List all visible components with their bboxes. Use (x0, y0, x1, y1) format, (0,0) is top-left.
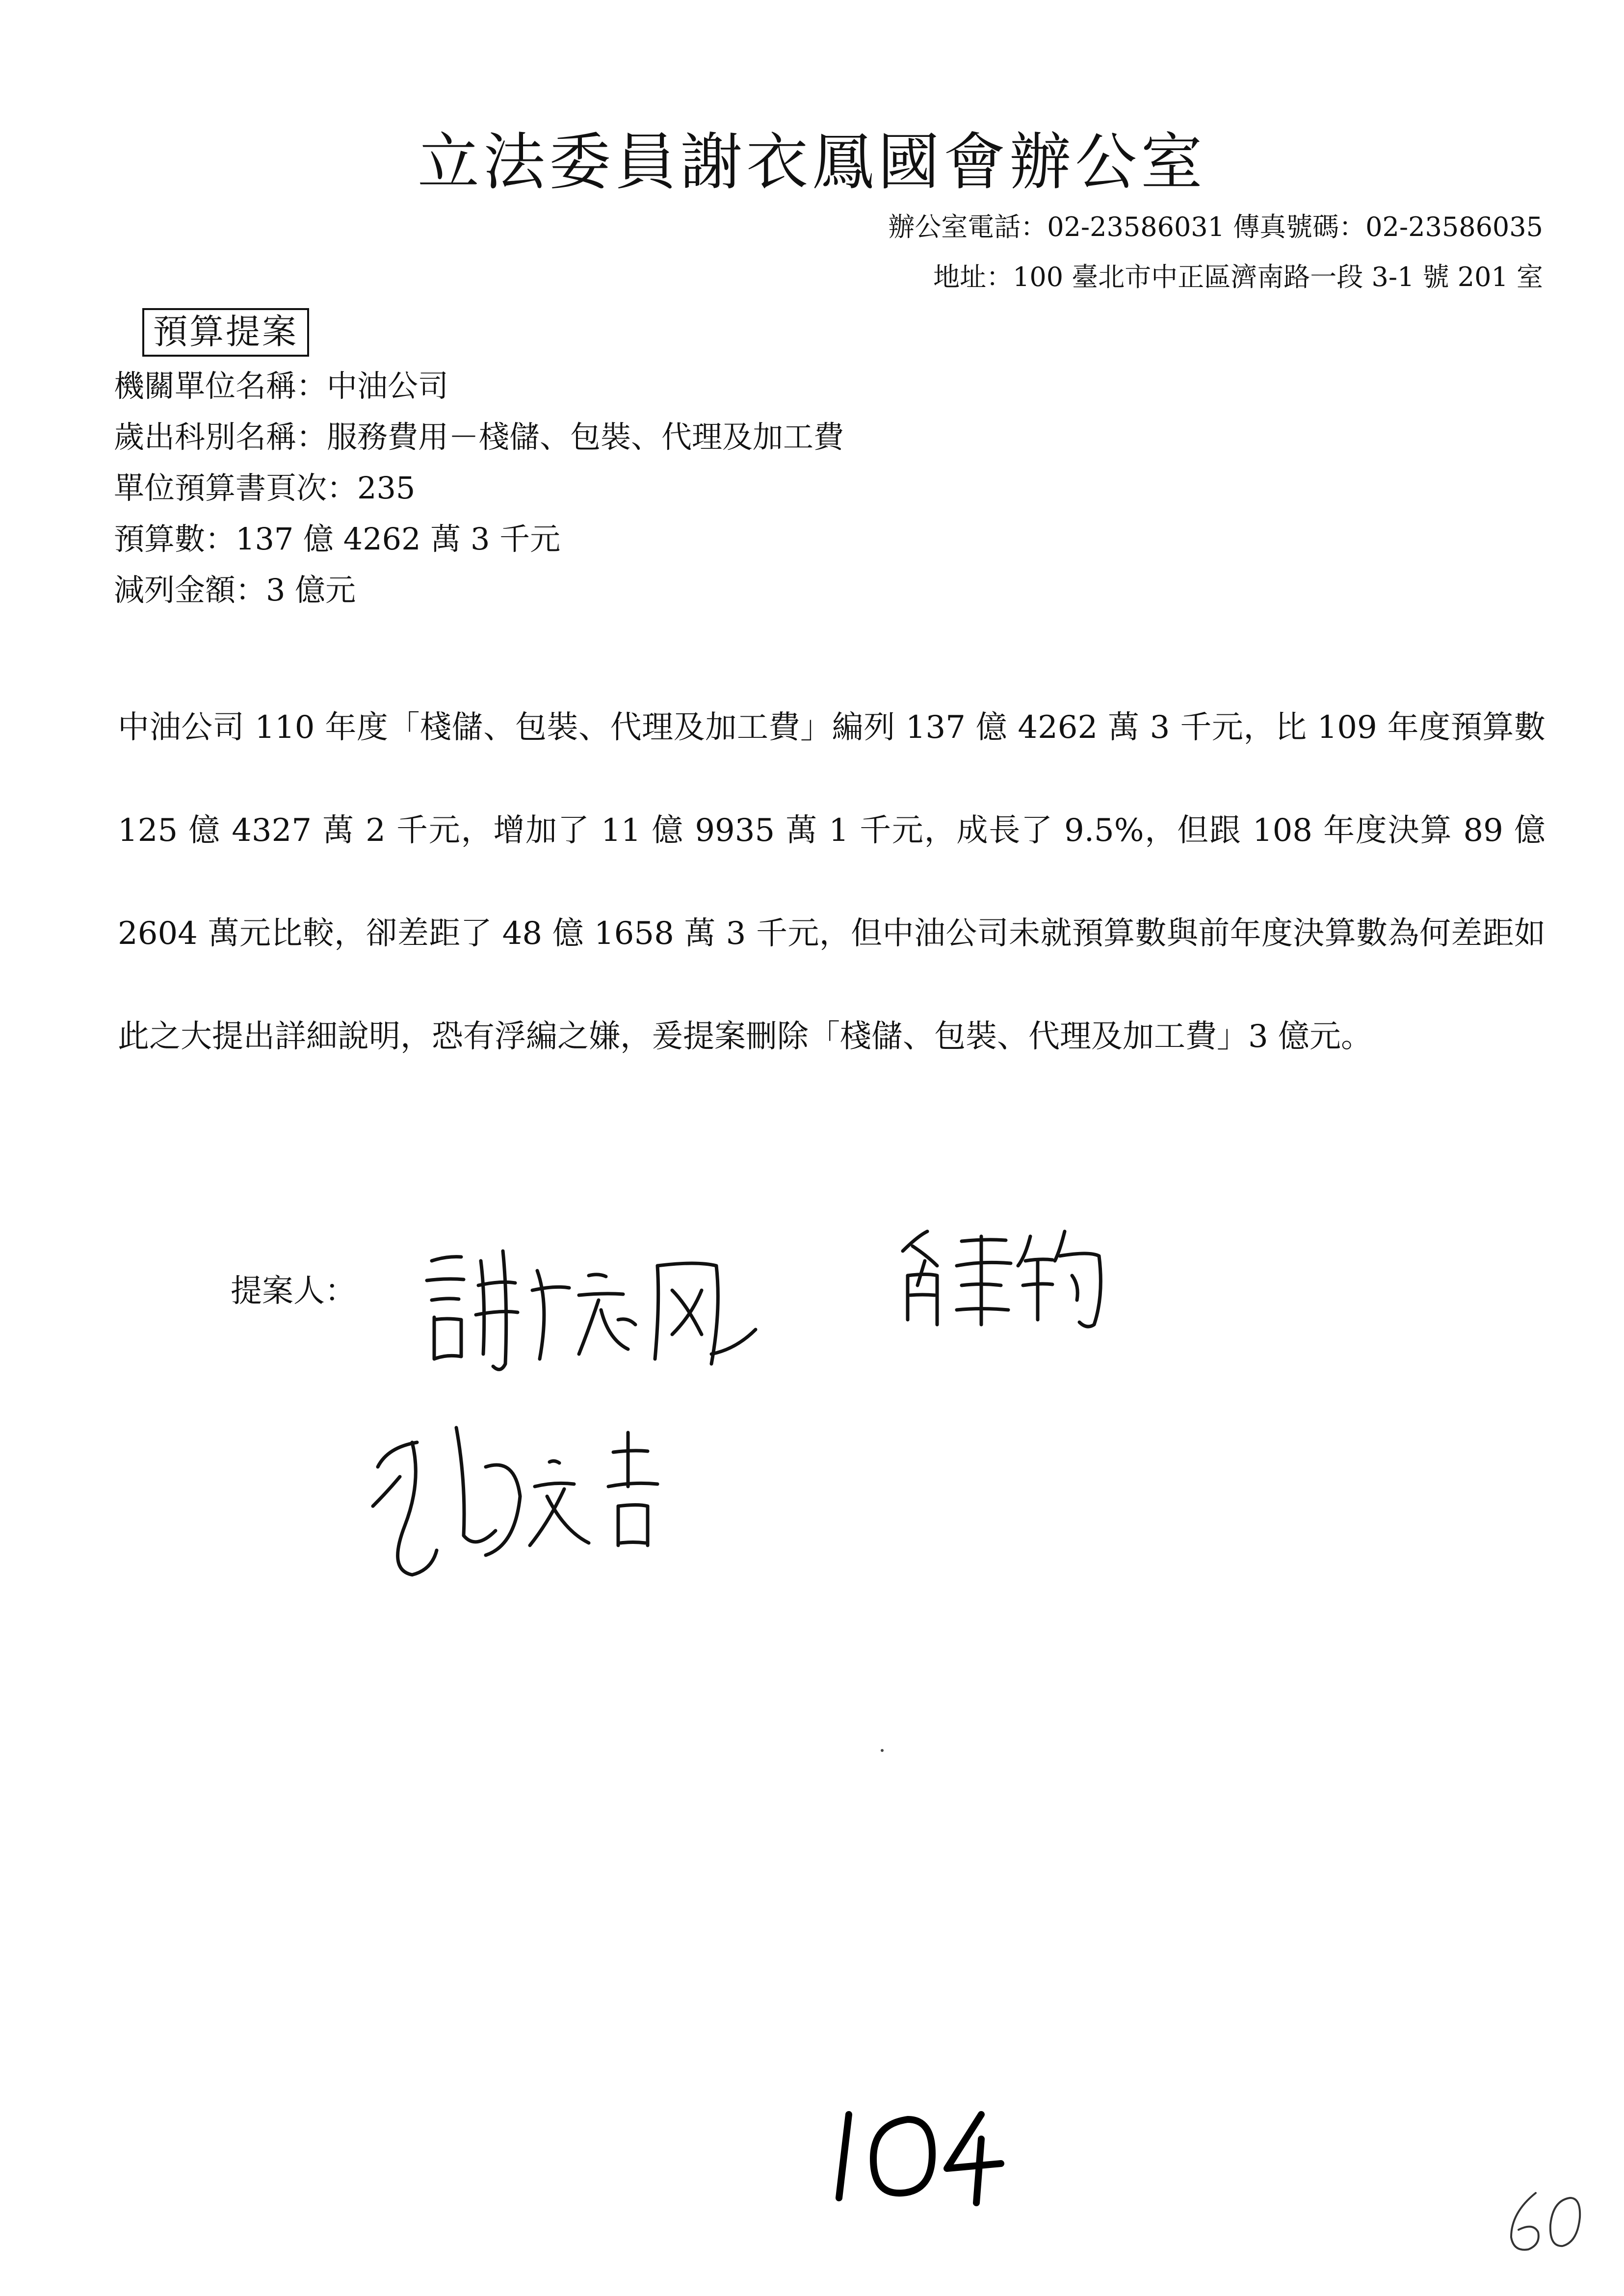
office-title: 立法委員謝衣鳳國會辦公室 (418, 126, 1206, 198)
proposal-info (114, 361, 844, 616)
budget-amount: 預算數：137 億 4262 萬 3 千元 (114, 521, 561, 557)
handwritten-page-number (834, 2105, 1011, 2210)
reduction-amount: 減列金額：3 億元 (114, 572, 356, 608)
signature-3 (358, 1408, 741, 1594)
proposer-label: 提案人： (231, 1273, 356, 1309)
office-phone-fax: 辦公室電話：02-23586031 傳真號碼：02-23586035 (888, 211, 1543, 242)
proposal-body: 中油公司 110 年度「棧儲、包裝、代理及加工費」編列 137 億 4262 萬 3 千元，比 109 年度預算數 125 億 4327 萬 2 千元，增加了 11 億 9935 萬 1 千元，成長了 9.5%，但跟 108 年度決算 89 億 2604 萬元比較，卻差距了 48 億 1658 萬 3 千元，但中油公司未就預算數與前年度決算數為何差距如此之大提出詳細說明，恐有浮編之嫌，爰提案刪除「棧儲、包裝、代理及加工費」3 億元。 (118, 709, 1545, 1055)
handwritten-corner-number (1501, 2183, 1599, 2259)
scan-speck (881, 1749, 884, 1752)
budget-proposal-badge: 預算提案 (142, 308, 309, 357)
signature-2 (883, 1212, 1138, 1339)
budget-page: 單位預算書頁次：235 (114, 470, 416, 506)
signature-1 (412, 1231, 785, 1379)
office-address: 地址：100 臺北市中正區濟南路一段 3-1 號 201 室 (933, 261, 1543, 292)
agency-name: 機關單位名稱：中油公司 (114, 368, 449, 404)
expenditure-item: 歲出科別名稱：服務費用－棧儲、包裝、代理及加工費 (114, 419, 844, 455)
